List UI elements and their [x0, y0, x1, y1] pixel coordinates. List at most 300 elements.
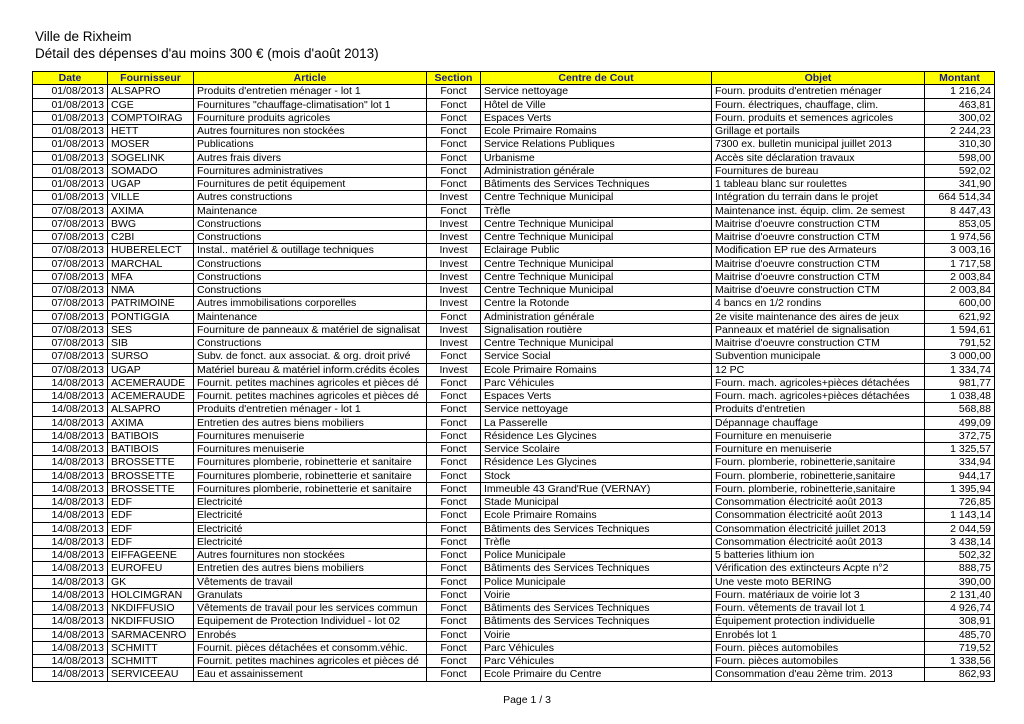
table-row	[33, 655, 995, 668]
cell-article: Autres constructions	[194, 191, 427, 204]
cell-amount: 1 717,58	[925, 257, 995, 270]
cell-date: 14/08/2013	[33, 403, 108, 416]
cell-section: Fonct	[427, 178, 481, 191]
table-row	[33, 111, 995, 124]
cell-object: Produits d'entretien	[712, 403, 925, 416]
cell-amount: 2 003,84	[925, 270, 995, 283]
column-header-article: Article	[194, 72, 427, 85]
table-row	[33, 310, 995, 323]
cell-amount: 719,52	[925, 641, 995, 654]
cell-date: 14/08/2013	[33, 416, 108, 429]
cell-supplier: BATIBOIS	[108, 443, 194, 456]
cell-section: Invest	[427, 363, 481, 376]
cell-amount: 1 395,94	[925, 482, 995, 495]
cell-section: Fonct	[427, 456, 481, 469]
table-row	[33, 496, 995, 509]
table-row	[33, 549, 995, 562]
cell-article: Electricité	[194, 522, 427, 535]
cell-article: Constructions	[194, 231, 427, 244]
cell-amount: 1 143,14	[925, 509, 995, 522]
cell-amount: 1 038,48	[925, 390, 995, 403]
cell-section: Fonct	[427, 125, 481, 138]
cell-article: Constructions	[194, 217, 427, 230]
table-row	[33, 284, 995, 297]
cell-supplier: AXIMA	[108, 204, 194, 217]
cell-object: Consommation électricité août 2013	[712, 535, 925, 548]
cell-amount: 598,00	[925, 151, 995, 164]
cell-amount: 300,02	[925, 111, 995, 124]
cell-article: Fourniture produits agricoles	[194, 111, 427, 124]
cell-supplier: BROSSETTE	[108, 469, 194, 482]
cell-supplier: ALSAPRO	[108, 85, 194, 98]
cell-object: Grillage et portails	[712, 125, 925, 138]
cell-cost-center: Service Social	[481, 350, 712, 363]
cell-cost-center: Police Municipale	[481, 575, 712, 588]
cell-cost-center: Ecole Primaire Romains	[481, 125, 712, 138]
cell-cost-center: Résidence Les Glycines	[481, 429, 712, 442]
cell-date: 14/08/2013	[33, 390, 108, 403]
cell-section: Fonct	[427, 310, 481, 323]
cell-article: Fournitures plomberie, robinetterie et sanitaire	[194, 456, 427, 469]
cell-date: 01/08/2013	[33, 151, 108, 164]
cell-cost-center: Administration générale	[481, 310, 712, 323]
cell-object: Accès site déclaration travaux	[712, 151, 925, 164]
cell-date: 01/08/2013	[33, 138, 108, 151]
table-row	[33, 191, 995, 204]
cell-supplier: SES	[108, 323, 194, 336]
cell-article: Fournit. petites machines agricoles et pièces dé	[194, 655, 427, 668]
table-row	[33, 588, 995, 601]
cell-amount: 334,94	[925, 456, 995, 469]
document-title: Détail des dépenses d'au moins 300 € (mois d'août 2013)	[35, 46, 379, 61]
cell-cost-center: Centre Technique Municipal	[481, 257, 712, 270]
cell-object: 4 bancs en 1/2 rondins	[712, 297, 925, 310]
cell-article: Entretien des autres biens mobiliers	[194, 416, 427, 429]
cell-object: Consommation électricité août 2013	[712, 496, 925, 509]
cell-object: Maitrise d'oeuvre construction CTM	[712, 257, 925, 270]
cell-date: 14/08/2013	[33, 522, 108, 535]
cell-date: 14/08/2013	[33, 602, 108, 615]
cell-date: 07/08/2013	[33, 363, 108, 376]
table-row	[33, 615, 995, 628]
cell-article: Electricité	[194, 535, 427, 548]
cell-cost-center: Urbanisme	[481, 151, 712, 164]
cell-amount: 592,02	[925, 164, 995, 177]
cell-object: Maintenance inst. équip. clim. 2e semest	[712, 204, 925, 217]
cell-object: Équipement protection individuelle	[712, 615, 925, 628]
cell-cost-center: Police Municipale	[481, 549, 712, 562]
cell-article: Eau et assainissement	[194, 668, 427, 681]
cell-section: Fonct	[427, 588, 481, 601]
cell-section: Fonct	[427, 111, 481, 124]
cell-cost-center: Hôtel de Ville	[481, 98, 712, 111]
cell-amount: 1 334,74	[925, 363, 995, 376]
cell-object: Subvention municipale	[712, 350, 925, 363]
cell-cost-center: Centre la Rotonde	[481, 297, 712, 310]
cell-cost-center: Trèfle	[481, 204, 712, 217]
cell-supplier: PATRIMOINE	[108, 297, 194, 310]
cell-section: Fonct	[427, 416, 481, 429]
cell-date: 07/08/2013	[33, 323, 108, 336]
table-row	[33, 244, 995, 257]
document-header	[35, 28, 379, 62]
cell-object: Fournitures de bureau	[712, 164, 925, 177]
cell-amount: 308,91	[925, 615, 995, 628]
cell-article: Fournitures plomberie, robinetterie et sanitaire	[194, 469, 427, 482]
cell-section: Fonct	[427, 509, 481, 522]
cell-cost-center: Espaces Verts	[481, 111, 712, 124]
cell-section: Invest	[427, 217, 481, 230]
cell-section: Fonct	[427, 562, 481, 575]
cell-amount: 853,05	[925, 217, 995, 230]
cell-amount: 390,00	[925, 575, 995, 588]
cell-section: Fonct	[427, 151, 481, 164]
cell-amount: 621,92	[925, 310, 995, 323]
cell-article: Fournitures "chauffage-climatisation" lot 1	[194, 98, 427, 111]
cell-amount: 310,30	[925, 138, 995, 151]
cell-object: Fourn. pièces automobiles	[712, 641, 925, 654]
table-row	[33, 641, 995, 654]
cell-article: Equipement de Protection Individuel - lot 02	[194, 615, 427, 628]
cell-object: Fourn. vêtements de travail lot 1	[712, 602, 925, 615]
cell-supplier: ACEMERAUDE	[108, 390, 194, 403]
cell-cost-center: Stade Municipal	[481, 496, 712, 509]
table-row	[33, 562, 995, 575]
cell-object: Fourn. mach. agricoles+pièces détachées	[712, 390, 925, 403]
cell-object: Consommation électricité août 2013	[712, 509, 925, 522]
cell-object: Fourn. matériaux de voirie lot 3	[712, 588, 925, 601]
cell-cost-center: Bâtiments des Services Techniques	[481, 562, 712, 575]
cell-cost-center: Ecole Primaire Romains	[481, 509, 712, 522]
cell-object: Consommation électricité juillet 2013	[712, 522, 925, 535]
cell-date: 01/08/2013	[33, 85, 108, 98]
cell-object: Fourn. électriques, chauffage, clim.	[712, 98, 925, 111]
city-name: Ville de Rixheim	[35, 29, 132, 44]
cell-cost-center: Service Scolaire	[481, 443, 712, 456]
cell-section: Fonct	[427, 535, 481, 548]
cell-date: 01/08/2013	[33, 178, 108, 191]
table-row	[33, 350, 995, 363]
cell-amount: 726,85	[925, 496, 995, 509]
cell-article: Autres fournitures non stockées	[194, 125, 427, 138]
cell-amount: 463,81	[925, 98, 995, 111]
cell-cost-center: Centre Technique Municipal	[481, 231, 712, 244]
cell-supplier: VILLE	[108, 191, 194, 204]
cell-date: 01/08/2013	[33, 125, 108, 138]
cell-object: Fourn. plomberie, robinetterie,sanitaire	[712, 482, 925, 495]
cell-article: Granulats	[194, 588, 427, 601]
table-row	[33, 416, 995, 429]
table-row	[33, 151, 995, 164]
cell-amount: 341,90	[925, 178, 995, 191]
table-header-row	[33, 72, 995, 85]
cell-amount: 1 338,56	[925, 655, 995, 668]
cell-amount: 2 244,23	[925, 125, 995, 138]
column-header-object: Objet	[712, 72, 925, 85]
cell-article: Entretien des autres biens mobiliers	[194, 562, 427, 575]
cell-object: Fourn. mach. agricoles+pièces détachées	[712, 376, 925, 389]
cell-date: 01/08/2013	[33, 191, 108, 204]
cell-object: Fourn. produits d'entretien ménager	[712, 85, 925, 98]
cell-cost-center: Eclairage Public	[481, 244, 712, 257]
cell-cost-center: Bâtiments des Services Techniques	[481, 178, 712, 191]
cell-supplier: EDF	[108, 522, 194, 535]
table-row	[33, 668, 995, 681]
cell-cost-center: Ecole Primaire du Centre	[481, 668, 712, 681]
cell-article: Fourniture de panneaux & matériel de signalisat	[194, 323, 427, 336]
page-number: Page 1 / 3	[503, 694, 551, 706]
table-row	[33, 403, 995, 416]
table-row	[33, 363, 995, 376]
cell-cost-center: Bâtiments des Services Techniques	[481, 602, 712, 615]
cell-date: 07/08/2013	[33, 297, 108, 310]
cell-section: Fonct	[427, 376, 481, 389]
cell-object: Dépannage chauffage	[712, 416, 925, 429]
cell-date: 14/08/2013	[33, 496, 108, 509]
cell-date: 14/08/2013	[33, 562, 108, 575]
cell-article: Constructions	[194, 337, 427, 350]
cell-amount: 8 447,43	[925, 204, 995, 217]
cell-amount: 888,75	[925, 562, 995, 575]
cell-supplier: EIFFAGEENE	[108, 549, 194, 562]
cell-section: Fonct	[427, 350, 481, 363]
cell-date: 14/08/2013	[33, 456, 108, 469]
table-row	[33, 535, 995, 548]
cell-section: Fonct	[427, 469, 481, 482]
cell-amount: 502,32	[925, 549, 995, 562]
cell-cost-center: Bâtiments des Services Techniques	[481, 522, 712, 535]
cell-supplier: SARMACENRO	[108, 628, 194, 641]
cell-supplier: SOGELINK	[108, 151, 194, 164]
cell-date: 14/08/2013	[33, 535, 108, 548]
cell-section: Invest	[427, 257, 481, 270]
cell-amount: 1 325,57	[925, 443, 995, 456]
cell-cost-center: Centre Technique Municipal	[481, 337, 712, 350]
cell-section: Fonct	[427, 655, 481, 668]
cell-amount: 862,93	[925, 668, 995, 681]
table-row	[33, 323, 995, 336]
cell-supplier: SERVICEEAU	[108, 668, 194, 681]
cell-section: Fonct	[427, 204, 481, 217]
cell-article: Vêtements de travail pour les services commun	[194, 602, 427, 615]
cell-article: Fournitures administratives	[194, 164, 427, 177]
column-header-amount: Montant	[925, 72, 995, 85]
table-row	[33, 522, 995, 535]
cell-cost-center: Ecole Primaire Romains	[481, 363, 712, 376]
cell-date: 14/08/2013	[33, 615, 108, 628]
cell-amount: 664 514,34	[925, 191, 995, 204]
cell-section: Invest	[427, 323, 481, 336]
table-row	[33, 98, 995, 111]
cell-supplier: BROSSETTE	[108, 482, 194, 495]
cell-amount: 981,77	[925, 376, 995, 389]
cell-supplier: HETT	[108, 125, 194, 138]
cell-supplier: MOSER	[108, 138, 194, 151]
cell-date: 14/08/2013	[33, 443, 108, 456]
cell-supplier: NKDIFFUSIO	[108, 615, 194, 628]
cell-amount: 1 974,56	[925, 231, 995, 244]
cell-cost-center: Service nettoyage	[481, 85, 712, 98]
cell-supplier: CGE	[108, 98, 194, 111]
cell-article: Electricité	[194, 509, 427, 522]
cell-supplier: EDF	[108, 509, 194, 522]
cell-cost-center: Centre Technique Municipal	[481, 191, 712, 204]
cell-cost-center: Parc Véhicules	[481, 655, 712, 668]
cell-amount: 568,88	[925, 403, 995, 416]
table-row	[33, 376, 995, 389]
table-row	[33, 297, 995, 310]
cell-supplier: BATIBOIS	[108, 429, 194, 442]
cell-supplier: AXIMA	[108, 416, 194, 429]
cell-section: Fonct	[427, 138, 481, 151]
cell-object: Panneaux et matériel de signalisation	[712, 323, 925, 336]
cell-supplier: NMA	[108, 284, 194, 297]
cell-article: Maintenance	[194, 204, 427, 217]
cell-cost-center: Administration générale	[481, 164, 712, 177]
cell-object: Enrobés lot 1	[712, 628, 925, 641]
cell-article: Fournit. petites machines agricoles et pièces dé	[194, 390, 427, 403]
cell-article: Matériel bureau & matériel inform.crédits écoles	[194, 363, 427, 376]
cell-date: 14/08/2013	[33, 429, 108, 442]
cell-cost-center: Voirie	[481, 588, 712, 601]
cell-amount: 2 131,40	[925, 588, 995, 601]
table-row	[33, 178, 995, 191]
cell-article: Fournitures menuiserie	[194, 443, 427, 456]
column-header-cost-center: Centre de Cout	[481, 72, 712, 85]
cell-date: 07/08/2013	[33, 231, 108, 244]
cell-supplier: C2BI	[108, 231, 194, 244]
cell-date: 14/08/2013	[33, 482, 108, 495]
cell-date: 07/08/2013	[33, 244, 108, 257]
table-row	[33, 443, 995, 456]
cell-supplier: COMPTOIRAG	[108, 111, 194, 124]
cell-date: 14/08/2013	[33, 469, 108, 482]
table-row	[33, 204, 995, 217]
cell-section: Fonct	[427, 390, 481, 403]
table-row	[33, 164, 995, 177]
cell-section: Fonct	[427, 482, 481, 495]
cell-article: Fournitures plomberie, robinetterie et sanitaire	[194, 482, 427, 495]
cell-cost-center: Service nettoyage	[481, 403, 712, 416]
cell-date: 14/08/2013	[33, 376, 108, 389]
cell-amount: 499,09	[925, 416, 995, 429]
cell-cost-center: Résidence Les Glycines	[481, 456, 712, 469]
cell-supplier: EDF	[108, 496, 194, 509]
cell-object: 5 batteries lithium ion	[712, 549, 925, 562]
cell-date: 07/08/2013	[33, 284, 108, 297]
cell-date: 14/08/2013	[33, 509, 108, 522]
cell-object: Maitrise d'oeuvre construction CTM	[712, 231, 925, 244]
table-row	[33, 257, 995, 270]
cell-date: 07/08/2013	[33, 257, 108, 270]
cell-section: Invest	[427, 297, 481, 310]
cell-article: Fournitures de petit équipement	[194, 178, 427, 191]
cell-article: Constructions	[194, 270, 427, 283]
cell-object: Fourn. pièces automobiles	[712, 655, 925, 668]
cell-supplier: SCHMITT	[108, 655, 194, 668]
cell-amount: 2 044,59	[925, 522, 995, 535]
cell-section: Invest	[427, 231, 481, 244]
cell-supplier: ALSAPRO	[108, 403, 194, 416]
cell-article: Fournitures menuiserie	[194, 429, 427, 442]
cell-cost-center: Signalisation routière	[481, 323, 712, 336]
cell-object: Maitrise d'oeuvre construction CTM	[712, 217, 925, 230]
table-row	[33, 85, 995, 98]
cell-amount: 4 926,74	[925, 602, 995, 615]
cell-section: Fonct	[427, 496, 481, 509]
cell-object: Maitrise d'oeuvre construction CTM	[712, 270, 925, 283]
cell-supplier: UGAP	[108, 363, 194, 376]
cell-supplier: HUBERELECT	[108, 244, 194, 257]
cell-cost-center: Immeuble 43 Grand'Rue (VERNAY)	[481, 482, 712, 495]
table-row	[33, 125, 995, 138]
column-header-section: Section	[427, 72, 481, 85]
cell-object: Vérification des extincteurs Acpte n°2	[712, 562, 925, 575]
cell-article: Publications	[194, 138, 427, 151]
cell-supplier: PONTIGGIA	[108, 310, 194, 323]
cell-article: Fournit. petites machines agricoles et pièces dé	[194, 376, 427, 389]
cell-date: 07/08/2013	[33, 350, 108, 363]
cell-object: 2e visite maintenance des aires de jeux	[712, 310, 925, 323]
cell-cost-center: Stock	[481, 469, 712, 482]
cell-date: 01/08/2013	[33, 164, 108, 177]
cell-supplier: SURSO	[108, 350, 194, 363]
cell-supplier: HOLCIMGRAN	[108, 588, 194, 601]
cell-cost-center: La Passerelle	[481, 416, 712, 429]
cell-article: Enrobés	[194, 628, 427, 641]
cell-section: Fonct	[427, 443, 481, 456]
cell-date: 07/08/2013	[33, 337, 108, 350]
cell-supplier: GK	[108, 575, 194, 588]
cell-object: Consommation d'eau 2ème trim. 2013	[712, 668, 925, 681]
table-row	[33, 628, 995, 641]
cell-object: Fourn. plomberie, robinetterie,sanitaire	[712, 456, 925, 469]
column-header-supplier: Fournisseur	[108, 72, 194, 85]
cell-section: Fonct	[427, 85, 481, 98]
cell-cost-center: Espaces Verts	[481, 390, 712, 403]
cell-object: Fourn. produits et semences agricoles	[712, 111, 925, 124]
cell-amount: 1 594,61	[925, 323, 995, 336]
cell-date: 07/08/2013	[33, 310, 108, 323]
table-row	[33, 509, 995, 522]
cell-section: Fonct	[427, 575, 481, 588]
cell-amount: 600,00	[925, 297, 995, 310]
cell-object: Modification EP rue des Armateurs	[712, 244, 925, 257]
cell-object: Intégration du terrain dans le projet	[712, 191, 925, 204]
cell-date: 14/08/2013	[33, 549, 108, 562]
table-row	[33, 337, 995, 350]
cell-amount: 485,70	[925, 628, 995, 641]
cell-article: Constructions	[194, 257, 427, 270]
table-row	[33, 482, 995, 495]
cell-article: Maintenance	[194, 310, 427, 323]
table-row	[33, 429, 995, 442]
cell-cost-center: Parc Véhicules	[481, 376, 712, 389]
cell-supplier: MFA	[108, 270, 194, 283]
cell-cost-center: Service Relations Publiques	[481, 138, 712, 151]
cell-amount: 3 438,14	[925, 535, 995, 548]
cell-section: Fonct	[427, 403, 481, 416]
cell-date: 14/08/2013	[33, 641, 108, 654]
cell-amount: 791,52	[925, 337, 995, 350]
cell-article: Subv. de fonct. aux associat. & org. droit privé	[194, 350, 427, 363]
cell-amount: 3 003,16	[925, 244, 995, 257]
cell-object: Fourniture en menuiserie	[712, 429, 925, 442]
cell-supplier: SOMADO	[108, 164, 194, 177]
cell-supplier: EDF	[108, 535, 194, 548]
cell-supplier: BROSSETTE	[108, 456, 194, 469]
table-row	[33, 270, 995, 283]
